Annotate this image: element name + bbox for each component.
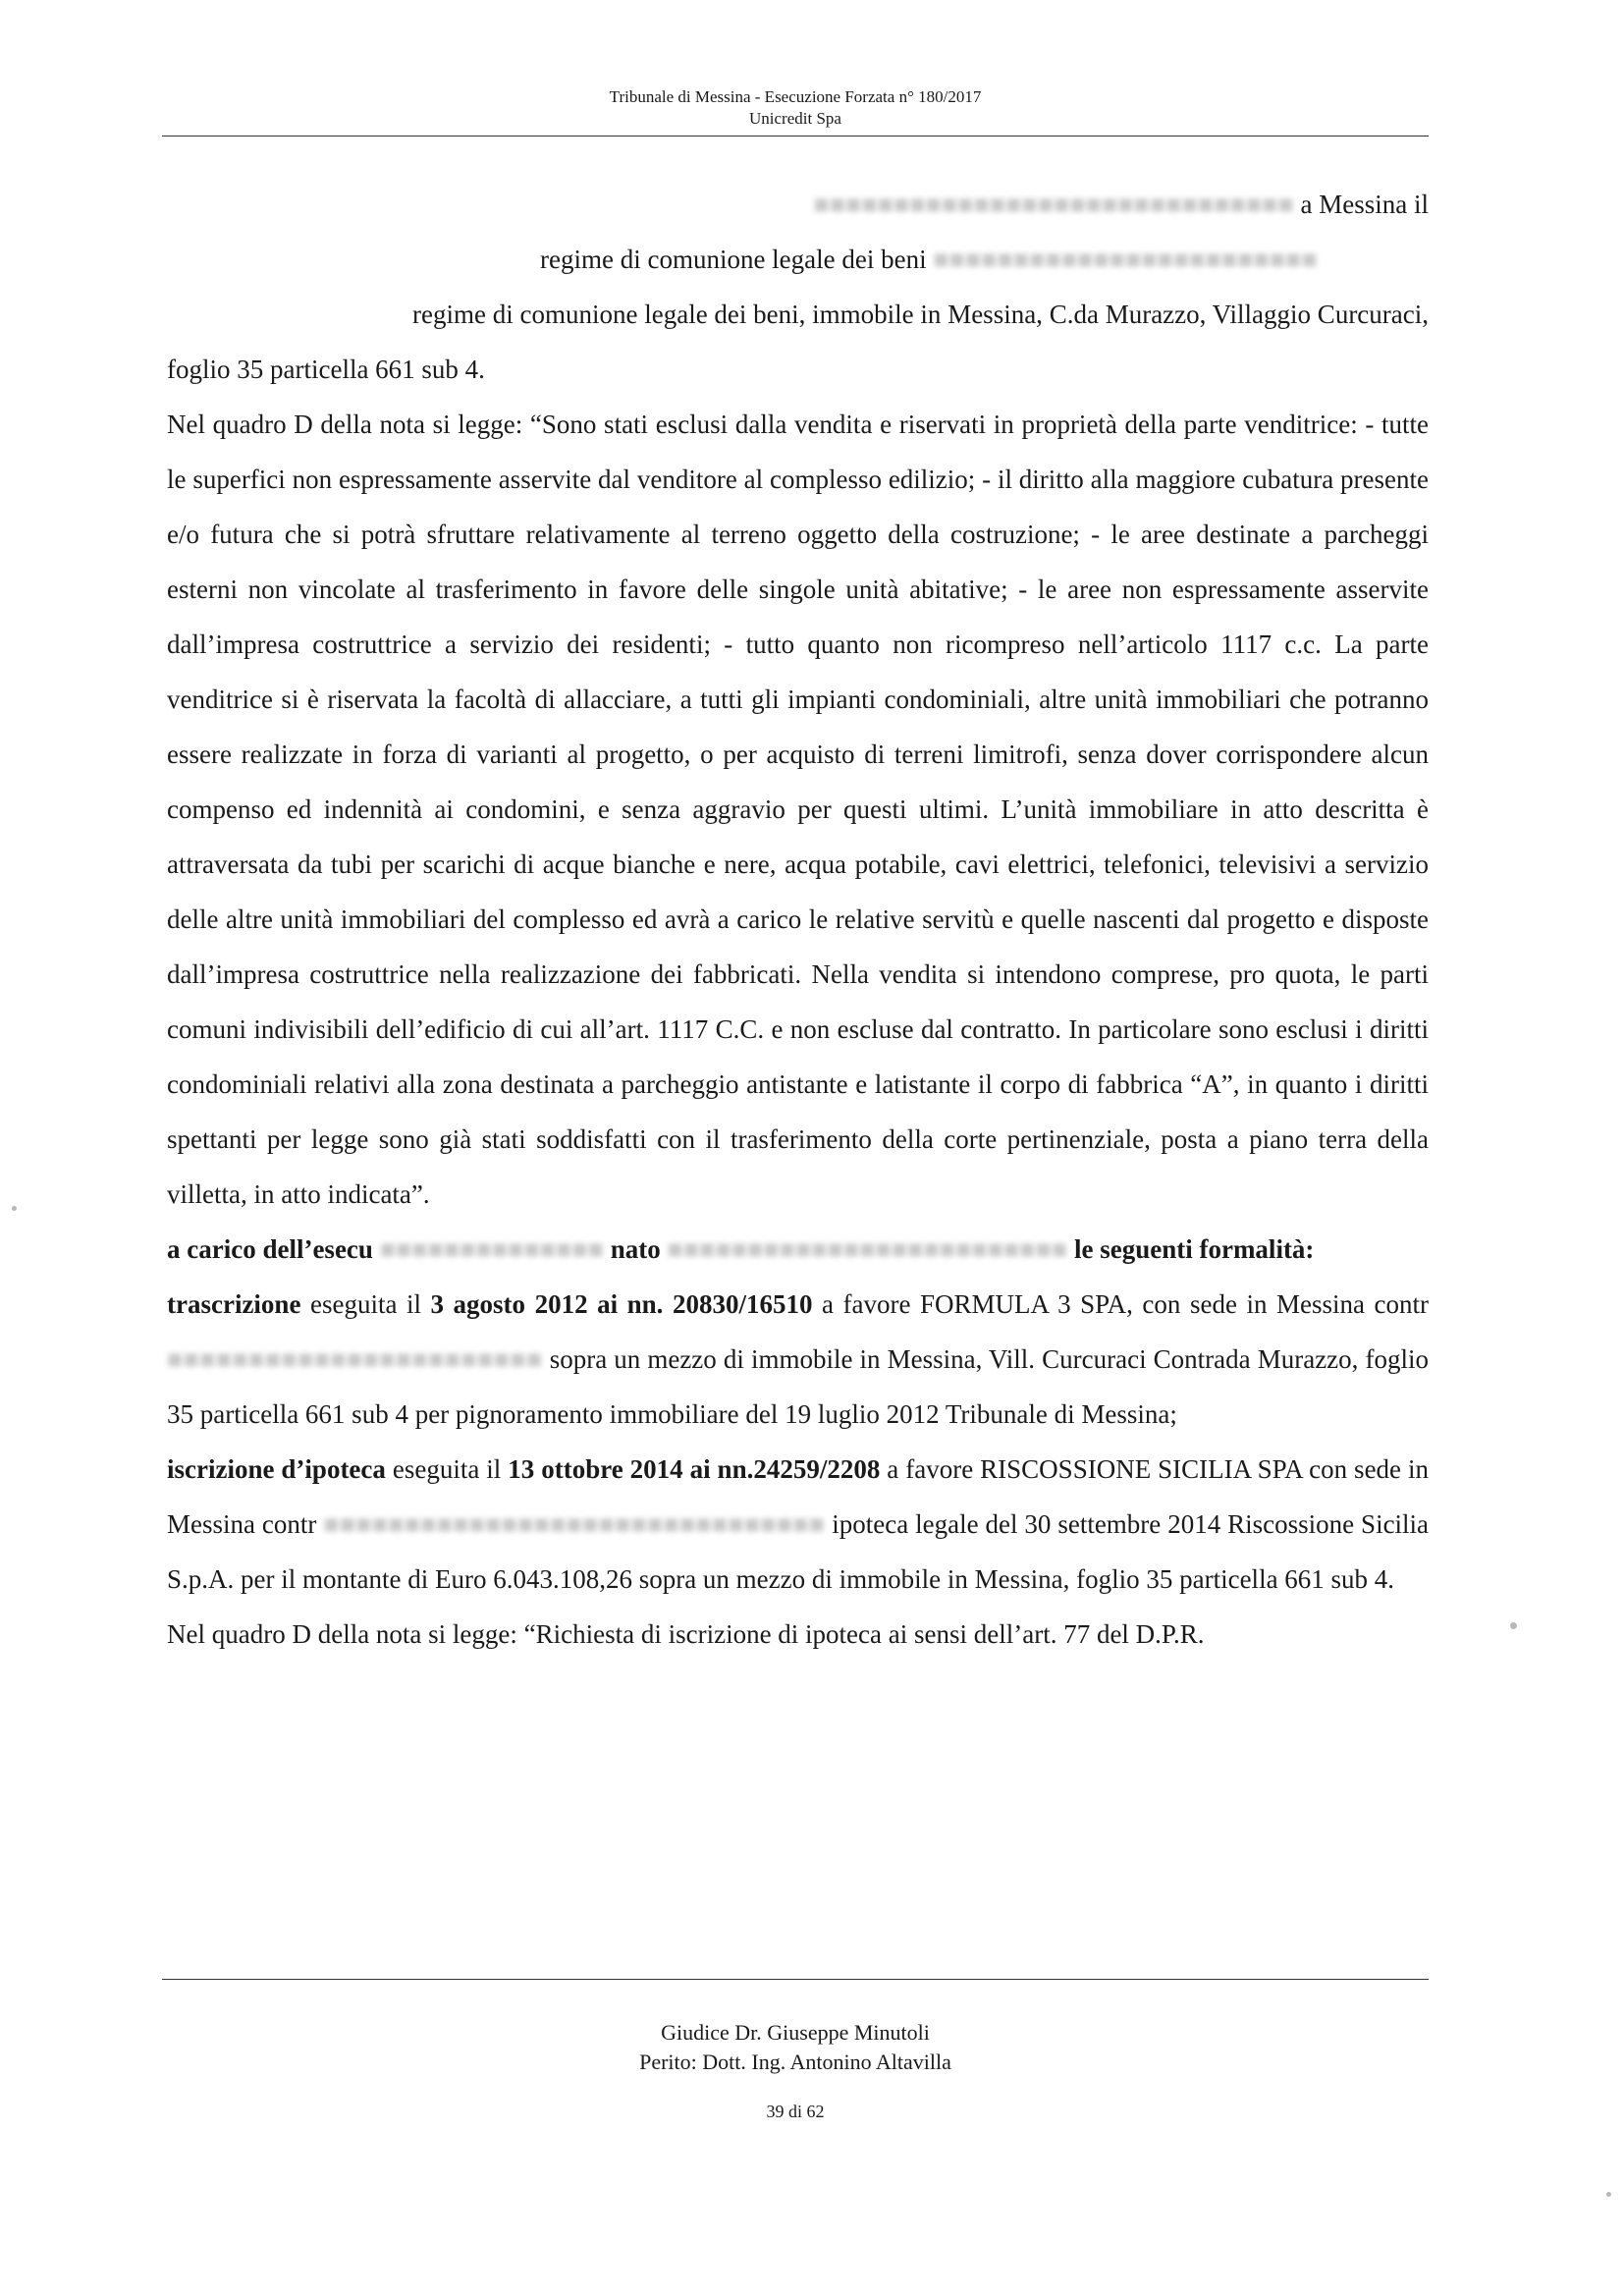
paragraph-7-bold-1: iscrizione d’ipoteca — [167, 1454, 386, 1484]
header-divider — [162, 136, 1429, 137]
paragraph-5-b: nato — [610, 1234, 661, 1264]
footer-judge: Giudice Dr. Giuseppe Minutoli — [661, 2020, 930, 2045]
paragraph-2 — [167, 232, 1429, 287]
paragraph-7-text-3: ipoteca legale del 30 settembre 2014 Riscossione Sicilia S.p.A. per il montante di Euro 6.043.108,26 sopra un mezzo di immobile in Messina, foglio 35 particella 661 sub 4. — [167, 1509, 1430, 1594]
paragraph-6-text-3: sopra un mezzo di immobile in Messina, Vill. Curcuraci Contrada Murazzo, foglio 35 particella 661 sub 4 per pignoramento immobiliare del 19 luglio 2012 Tribunale di Messina; — [167, 1344, 1429, 1429]
paragraph-6-bold-1: trascrizione — [167, 1289, 301, 1319]
redacted-text: ■■■■■■■■■■■■■■■■■■■■■■■■ — [933, 245, 1318, 274]
paragraph-6-bold-2: 3 agosto 2012 ai nn. 20830/16510 — [430, 1289, 813, 1319]
paragraph-7 — [167, 1442, 1429, 1607]
page-footer — [162, 2018, 1429, 2077]
paragraph-5-a: a carico dell’esecu — [167, 1234, 373, 1264]
paragraph-8 — [167, 1607, 1429, 1662]
footer-divider — [162, 1979, 1429, 1980]
paragraph-3-text: regime di comunione legale dei beni, immobile in Messina, C.da Murazzo, Villaggio Curcuraci, foglio 35 particella 661 sub 4. — [167, 300, 1429, 384]
redacted-text: ■■■■■■■■■■■■■■■■■■■■■■■ — [167, 1344, 543, 1374]
scan-speck — [1606, 2192, 1611, 2197]
scan-speck — [12, 1206, 17, 1211]
footer-expert: Perito: Dott. Ing. Antonino Altavilla — [639, 2050, 951, 2074]
page-header — [162, 86, 1429, 130]
redacted-text: ■■■■■■■■■■■■■■ — [379, 1234, 605, 1264]
paragraph-7-text-1: eseguita il — [385, 1454, 509, 1484]
header-parties-line: Unicredit Spa — [749, 109, 841, 128]
redacted-text: ■■■■■■■■■■■■■■■■■■■■■■■■■■■■■■■ — [323, 1509, 826, 1539]
paragraph-6-text-2: a favore FORMULA 3 SPA, con sede in Messina contr — [812, 1289, 1429, 1319]
document-body — [167, 177, 1429, 1662]
paragraph-2-text: regime di comunione legale dei beni — [540, 245, 927, 274]
page-number: 39 di 62 — [766, 2102, 825, 2121]
paragraph-5 — [167, 1222, 1429, 1277]
paragraph-7-text-2: a favore RISCOSSIONE SICILIA SPA con sede in Messina contr — [167, 1454, 1429, 1539]
paragraph-4 — [167, 397, 1429, 1222]
paragraph-8-text: Nel quadro D della nota si legge: “Richiesta di iscrizione di ipoteca ai sensi dell’art. 77 del D.P.R. — [167, 1619, 1205, 1649]
paragraph-3 — [167, 287, 1429, 397]
paragraph-5-c: le seguenti formalità: — [1073, 1234, 1315, 1264]
redacted-text: ■■■■■■■■■■■■■■■■■■■■■■■■■■■■■■ — [813, 190, 1301, 219]
redacted-text: ■■■■■■■■■■■■■■■■■■■■■■■■■ — [667, 1234, 1068, 1264]
paragraph-1-tail: a Messina il — [1300, 190, 1429, 219]
scan-speck — [1510, 1622, 1517, 1629]
paragraph-6-text-1: eseguita il — [300, 1289, 431, 1319]
header-court-line: Tribunale di Messina - Esecuzione Forzata n° 180/2017 — [609, 87, 982, 106]
paragraph-1 — [167, 177, 1429, 232]
paragraph-6 — [167, 1277, 1429, 1442]
paragraph-4-text: Nel quadro D della nota si legge: “Sono stati esclusi dalla vendita e riservati in proprietà della parte venditrice: - tutte le superfici non espressamente asservite dal venditore al complesso edilizio; - il diritto alla maggiore cubatura presente e/o futura che si potrà sfruttare relativamente al terreno oggetto della costruzione; - le aree destinate a parcheggi esterni non vincolate al trasferimento in favore delle singole unità abitative; - le aree non espressamente asservite dall’impresa costruttrice a servizio dei residenti; - tutto quanto non ricompreso nell’articolo 1117 c.c. La parte venditrice si è riservata la facoltà di allacciare, a tutti gli impianti condominiali, altre unità immobiliari che potranno essere realizzate in forza di varianti al progetto, o per acquisto di terreni limitrofi, senza dover corrispondere alcun compenso ed indennità ai condomini, e senza aggravio per questi ultimi. L’unità immobiliare in atto descritta è attraversata da tubi per scarichi di acque bianche e nere, acqua potabile, cavi elettrici, telefonici, televisivi a servizio delle altre unità immobiliari del complesso ed avrà a carico le relative servitù e quelle nascenti dal progetto e disposte dall’impresa costruttrice nella realizzazione dei fabbricati. Nella vendita si intendono comprese, pro quota, le parti comuni indivisibili dell’edificio di cui all’art. 1117 C.C. e non escluse dal contratto. In particolare sono esclusi i diritti condominiali relativi alla zona destinata a parcheggio antistante e latistante il corpo di fabbrica “A”, in quanto i diritti spettanti per legge sono già stati soddisfatti con il trasferimento della corte pertinenziale, posta a piano terra della villetta, in atto indicata”. — [167, 410, 1429, 1209]
paragraph-7-bold-2: 13 ottobre 2014 ai nn.24259/2208 — [508, 1454, 881, 1484]
